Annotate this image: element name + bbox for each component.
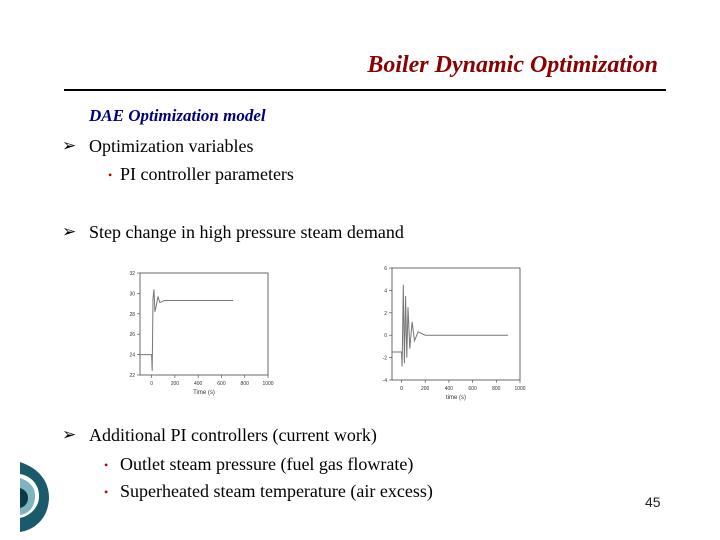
chart2-group xyxy=(383,266,526,401)
sub-bullet-item-1: PI controller parameters xyxy=(120,164,294,184)
dot-bullet-icon: • xyxy=(104,458,109,472)
y-tick-label: 28 xyxy=(129,311,135,318)
subheading: DAE Optimization model xyxy=(89,106,266,125)
series-line xyxy=(392,285,508,367)
x-tick-label: 600 xyxy=(468,386,477,392)
x-tick-label: 1000 xyxy=(514,386,526,392)
y-tick-label: 6 xyxy=(384,266,387,272)
sub-bullet-item-2: Outlet steam pressure (fuel gas flowrate) xyxy=(120,454,414,474)
y-tick-label: -2 xyxy=(382,355,387,362)
bullet-item-1: Optimization variables xyxy=(89,136,254,156)
dot-bullet-icon: • xyxy=(108,168,113,182)
x-tick-label: 400 xyxy=(444,386,454,392)
series-line xyxy=(140,289,233,371)
arrow-bullet-icon: ➢ xyxy=(62,222,77,241)
arrow-bullet-icon: ➢ xyxy=(62,425,77,444)
x-tick-label: 1000 xyxy=(262,381,274,387)
y-tick-label: 2 xyxy=(384,310,387,317)
x-tick-label: 400 xyxy=(194,381,203,387)
x-tick-label: 200 xyxy=(170,381,180,387)
plot-frame xyxy=(140,273,268,375)
sub-bullet-item-3: Superheated steam temperature (air excess) xyxy=(120,481,433,501)
bullet-item-3: Additional PI controllers (current work) xyxy=(89,425,377,445)
company-logo xyxy=(18,458,54,534)
y-tick-label: 32 xyxy=(129,271,135,277)
y-tick-label: 26 xyxy=(129,332,135,339)
y-tick-label: 22 xyxy=(129,373,135,379)
x-axis-label: Time (s) xyxy=(193,390,215,396)
x-tick-label: 800 xyxy=(492,386,501,392)
bullet-item-2: Step change in high pressure steam demand xyxy=(89,222,404,242)
y-tick-label: 24 xyxy=(129,352,135,359)
x-axis-label: time (s) xyxy=(446,395,466,401)
dot-bullet-icon: • xyxy=(104,485,109,499)
chart1-group xyxy=(129,271,273,396)
arrow-bullet-icon: ➢ xyxy=(62,136,77,155)
demand-chart xyxy=(370,262,532,402)
x-tick-label: 800 xyxy=(240,381,249,387)
slide-title: Boiler Dynamic Optimization xyxy=(367,52,658,78)
y-tick-label: -4 xyxy=(382,378,387,384)
y-tick-label: 4 xyxy=(384,288,387,295)
x-tick-label: 600 xyxy=(217,381,226,387)
plot-frame xyxy=(392,268,520,380)
x-tick-label: 200 xyxy=(421,386,430,392)
x-tick-label: 0 xyxy=(150,381,154,387)
y-tick-label: 30 xyxy=(129,291,135,298)
page-number: 45 xyxy=(645,494,661,510)
x-tick-label: 0 xyxy=(400,386,403,392)
y-tick-label: 0 xyxy=(384,333,387,340)
pressure-chart xyxy=(118,265,278,400)
title-divider xyxy=(64,89,666,91)
